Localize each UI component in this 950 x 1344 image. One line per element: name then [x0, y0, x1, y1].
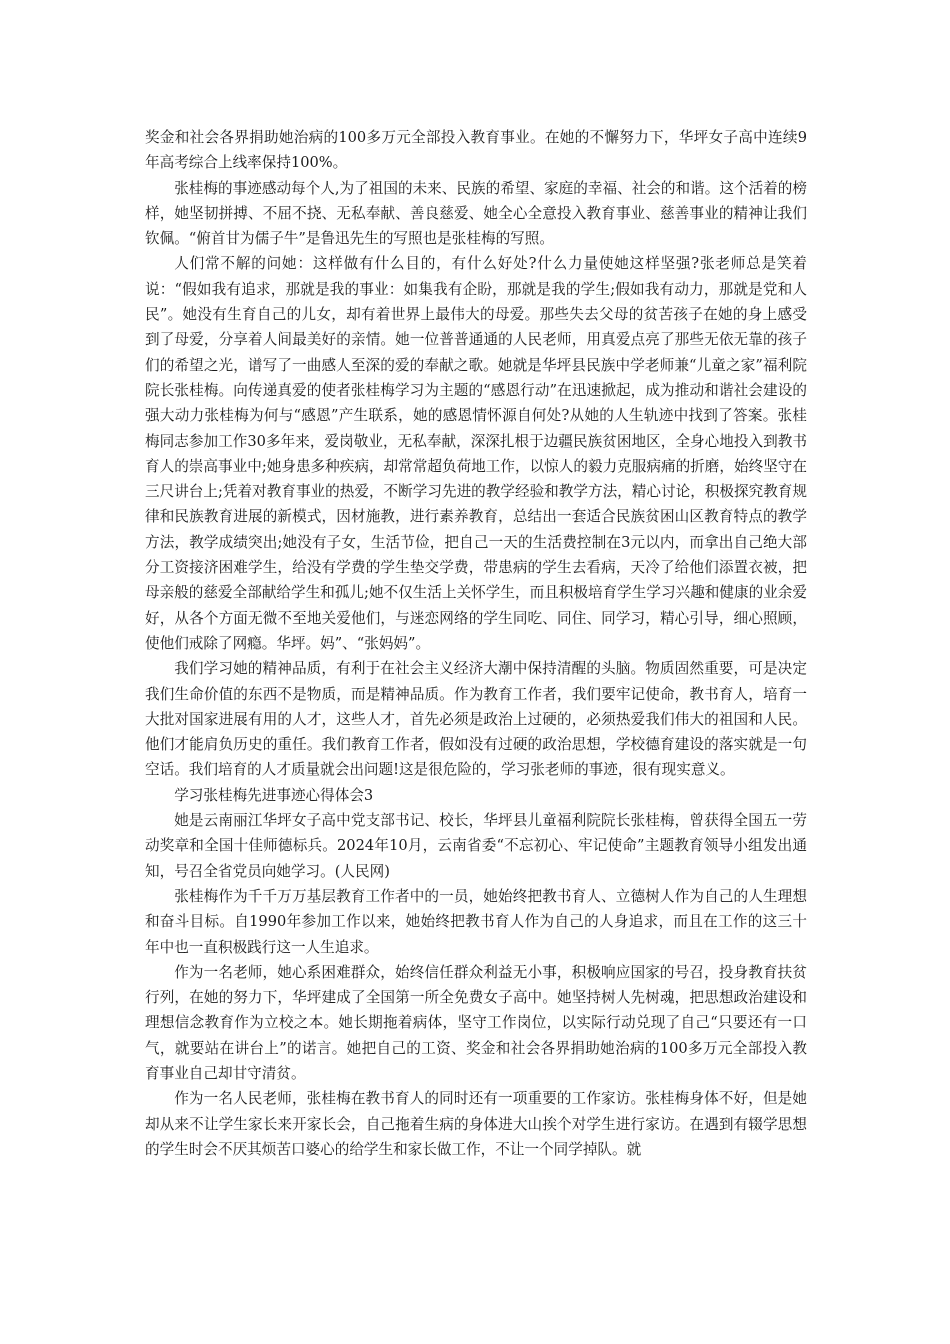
- paragraph-7: 作为一名老师，她心系困难群众，始终信任群众利益无小事，积极响应国家的号召，投身教育扶贫行列，在她的努力下，华坪建成了全国第一所全免费女子高中。她坚持树人先树魂，把思想政治建设和理想信念教育作为立校之本。她长期拖着病体，坚守工作岗位，以实际行动兑现了自己“只要还有一口气，就要站在讲台上”的诺言。她把自己的工资、奖金和社会各界捐助她治病的100多万元全部投入教育事业自己却甘守清贫。: [145, 963, 807, 1082]
- paragraph-2: 张桂梅的事迹感动每个人,为了祖国的未来、民族的希望、家庭的幸福、社会的和谐。这个活着的榜样，她坚韧拼搏、不屈不挠、无私奉献、善良慈爱、她全心全意投入教育事业、慈善事业的精神让我们钦佩。“俯首甘为儒子牛”是鲁迅先生的写照也是张桂梅的写照。: [145, 179, 807, 248]
- paragraph-4: 我们学习她的精神品质，有利于在社会主义经济大潮中保持清醒的头脑。物质固然重要，可是决定我们生命价值的东西不是物质，而是精神品质。作为教育工作者，我们要牢记使命，教书育人，培育一大批对国家进展有用的人才，这些人才，首先必须是政治上过硬的，必须热爱我们伟大的祖国和人民。他们才能肩负历史的重任。我们教育工作者，假如没有过硬的政治思想，学校德育建设的落实就是一句空话。我们培育的人才质量就会出问题!这是很危险的，学习张老师的事迹，很有现实意义。: [145, 660, 807, 779]
- paragraph-8: 作为一名人民老师，张桂梅在教书育人的同时还有一项重要的工作家访。张桂梅身体不好，但是她却从来不让学生家长来开家长会，自己拖着生病的身体进大山挨个对学生进行家访。在遇到有辍学思想的学生时会不厌其烦苦口婆心的给学生和家长做工作，不让一个同学掉队。就: [145, 1090, 807, 1158]
- paragraph-5: 她是云南丽江华坪女子高中党支部书记、校长，华坪县儿童福利院院长张桂梅，曾获得全国五一劳动奖章和全国十佳师德标兵。2024年10月，云南省委“不忘初心、牢记使命”主题教育领导小组发出通知，号召全省党员向她学习。(人民网): [145, 812, 807, 880]
- paragraph-3: 人们常不解的问她：这样做有什么目的，有什么好处?什么力量使她这样坚强?张老师总是笑着说：“假如我有追求，那就是我的事业：如集我有企盼，那就是我的学生;假如我有动力，那就是党和人民”。她没有生育自己的儿女，却有着世界上最伟大的母爱。那些失去父母的贫苦孩子在她的身上感受到了母爱，分享着人间最美好的亲情。她一位普普通通的人民老师，用真爱点亮了那些无依无靠的孩子们的希望之光，谱写了一曲感人至深的爱的奉献之歌。她就是华坪县民族中学老师兼“儿童之家”福利院院长张桂梅。向传递真爱的使者张桂梅学习为主题的“感恩行动”在迅速掀起，成为推动和谐社会建设的强大动力张桂梅为何与“感恩”产生联系，她的感恩情怀源自何处?从她的人生轨迹中找到了答案。张桂梅同志参加工作30多年来，爱岗敬业，无私奉献，深深扎根于边疆民族贫困地区，全身心地投入到教书育人的崇高事业中;她身患多种疾病，却常常超负荷地工作，以惊人的毅力克服病痛的折磨，始终坚守在三尺讲台上;凭着对教育事业的热爱，不断学习先进的教学经验和教学方法，精心讨论，积极探究教育规律和民族教育进展的新模式，因材施教，进行素养教育，总结出一套适合民族贫困山区教育特点的教学方法，教学成绩突出;她没有子女，生活节俭，把自己一天的生活费控制在3元以内，而拿出自己绝大部分工资接济困难学生，给没有学费的学生垫交学费，带患病的学生去看病，天冷了给他们添置衣被，把母亲般的慈爱全部献给学生和孤儿;她不仅生活上关怀学生，而且积极培育学生学习兴趣和健康的业余爱好，从各个方面无微不至地关爱他们，与迷恋网络的学生同吃、同住、同学习，精心引导，细心照顾，使他们戒除了网瘾。华坪。妈”、“张妈妈”。: [145, 255, 807, 652]
- document-body: [145, 125, 807, 1162]
- section-heading: 学习张桂梅先进事迹心得体会3: [174, 786, 374, 804]
- paragraph-6: 张桂梅作为千千万万基层教育工作者中的一员，她始终把教书育人、立德树人作为自己的人生理想和奋斗目标。自1990年参加工作以来，她始终把教书育人作为自己的人身追求，而且在工作的这三十年中也一直积极践行这一人生追求。: [145, 887, 807, 956]
- paragraph-1: 奖金和社会各界捐助她治病的100多万元全部投入教育事业。在她的不懈努力下，华坪女子高中连续9年高考综合上线率保持100%。: [145, 129, 807, 172]
